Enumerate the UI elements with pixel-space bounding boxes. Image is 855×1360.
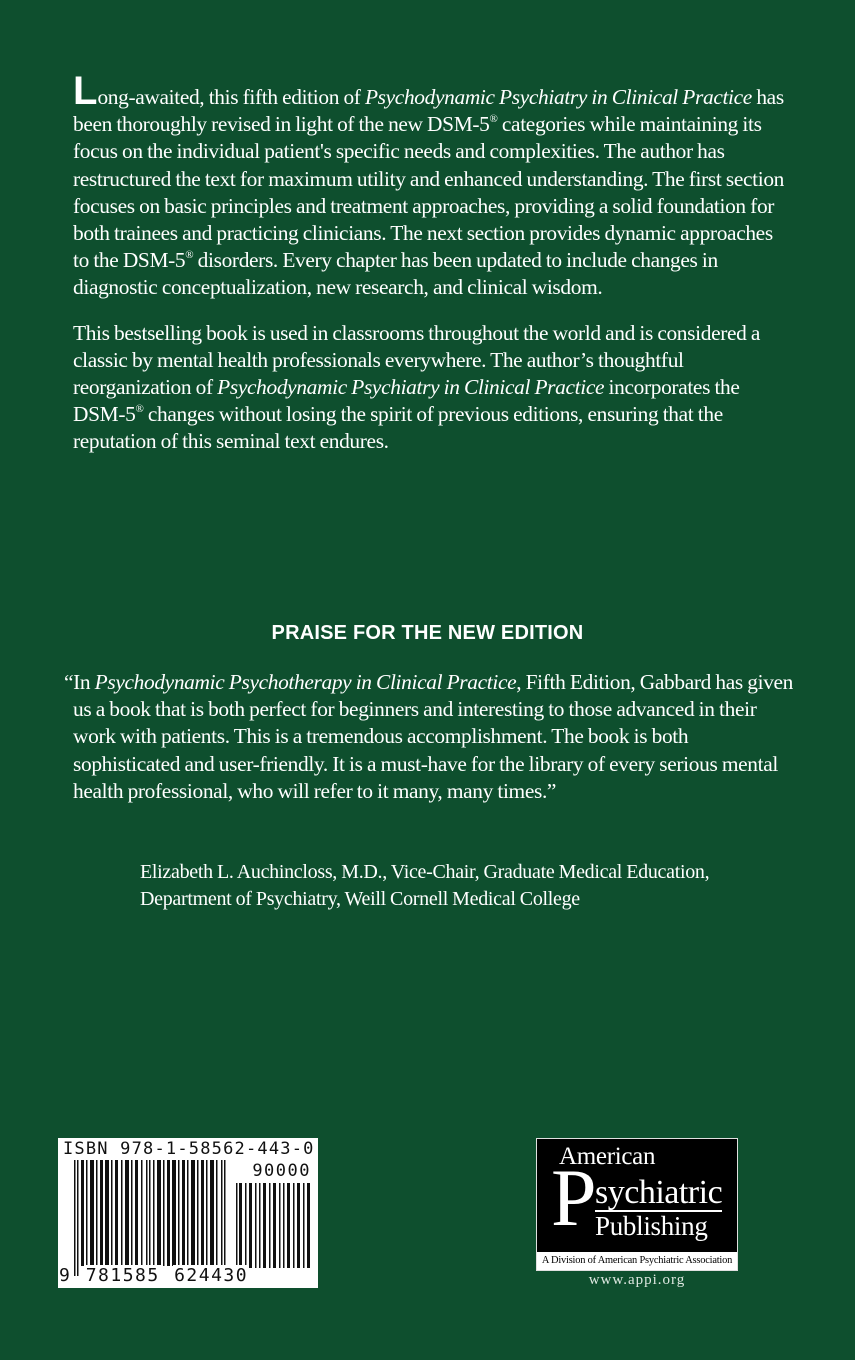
text: This bestselling book is used in classrooms throughout the world and is considered a classic by mental health professionals everywhere. The author’s thoughtful reorganization of [73,320,761,400]
text: “In [64,670,95,694]
ean-first-digit: 9 [59,1265,72,1286]
text: , Fifth Edition, Gabbard has given us a book that is both perfect for beginners and interesting to those advanced in their work with patients. This is a tremendous accomplishment. The book is both sophisticated and user-friendly. It is a must-have for the library of every serious mental health professional, who will refer to it many, many times.” [73,670,794,803]
logo-line-publishing: Publishing [595,1211,708,1241]
logo-big-p: P [551,1152,597,1243]
praise-quote [64,669,794,805]
ean-group-2: 624430 [174,1265,249,1286]
isbn-label: ISBN 978-1-58562-443-0 [63,1139,315,1159]
book-title: Psychodynamic Psychiatry in Clinical Practice [217,375,605,400]
registered-mark: ® [135,403,144,416]
price-code: 90000 [252,1161,311,1181]
praise-heading: PRAISE FOR THE NEW EDITION [271,622,584,644]
logo-division-strip: A Division of American Psychiatric Association [537,1252,737,1270]
book-description [73,69,793,456]
text: changes without losing the spirit of previous editions, ensuring that the reputation of this seminal text endures. [73,402,723,454]
logo-line-american: American [559,1143,656,1170]
text: incorporates the DSM-5 [73,375,740,427]
text: disorders. Every chapter has been updated to include changes in diagnostic conceptualization, new research, and clinical wisdom. [73,248,718,300]
ean-digits [58,1265,249,1286]
isbn-barcode [58,1138,318,1288]
ean-group-1: 781585 [85,1265,160,1286]
registered-mark: ® [489,113,498,126]
text: categories while maintaining its focus on the individual patient's specific needs and complexities. The author has restructured the text for maximum utility and enhanced understanding. The first section focuses on basic principles and treatment approaches, providing a solid foundation for both trainees and practicing clinicians. The next section provides dynamic approaches to the DSM-5 [73,112,785,273]
quote-attribution: Elizabeth L. Auchincloss, M.D., Vice-Chair, Graduate Medical Education, Department of Psychiatry, Weill Cornell Medical College [140,861,710,910]
registered-mark: ® [185,249,194,262]
text: has been thoroughly revised in light of the new DSM-5 [73,85,784,137]
barcode-bars-icon [74,1160,226,1276]
quoted-book-title: Psychodynamic Psychotherapy in Clinical Practice [94,670,517,694]
book-title: Psychodynamic Psychiatry in Clinical Practice [364,85,752,109]
text: ong-awaited, this fifth edition of [97,85,365,109]
publisher-website: www.appi.org [588,1272,686,1288]
publisher-logo [536,1138,738,1271]
description-paragraph-1 [73,69,793,302]
description-paragraph-2 [73,320,793,456]
drop-cap: L [73,69,98,113]
logo-line-psychiatric: sychiatric [595,1174,723,1211]
addon-barcode-bars-icon [236,1183,310,1268]
